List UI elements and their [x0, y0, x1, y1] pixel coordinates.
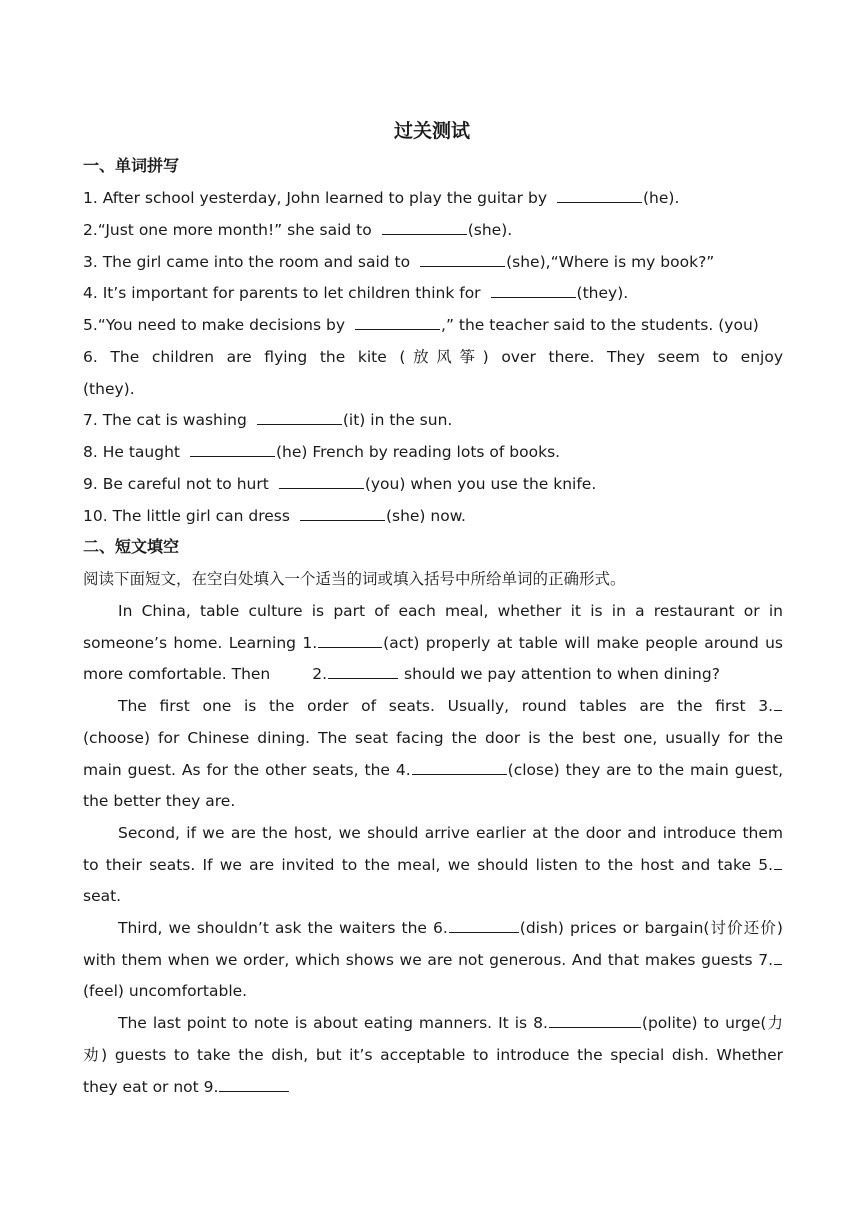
question-10: 10. The little girl can dress (she) now. [83, 504, 783, 528]
passage-p3-line3: seat. [83, 887, 122, 905]
passage-blank-8[interactable] [549, 1011, 641, 1028]
question-7: 7. The cat is washing (it) in the sun. [83, 408, 783, 432]
passage-p2-line4: the better they are. [83, 792, 236, 810]
passage-blank-4[interactable] [412, 758, 507, 775]
answer-blank-8[interactable] [190, 440, 275, 457]
passage-p1-line3: more comfortable. Then 2. should we pay attention to when dining? [83, 662, 783, 686]
passage-p2-line1: The first one is the order of seats. Usually, round tables are the first 3. [83, 694, 783, 718]
answer-blank-4[interactable] [491, 281, 576, 298]
question-4: 4. It’s important for parents to let children think for (they). [83, 281, 783, 305]
question-3: 3. The girl came into the room and said to (she),“Where is my book?” [83, 250, 783, 274]
answer-blank-1[interactable] [557, 186, 642, 203]
passage-blank-5[interactable] [774, 853, 782, 870]
answer-blank-3[interactable] [420, 250, 505, 267]
passage-blank-3[interactable] [774, 694, 782, 711]
question-9: 9. Be careful not to hurt (you) when you use the knife. [83, 472, 783, 496]
passage-p2-line3: main guest. As for the other seats, the 4. (close) they are to the main guest, [83, 758, 783, 782]
passage-p5-line2: 劝) guests to take the dish, but it’s acceptable to introduce the special dish. Whether [83, 1046, 783, 1064]
passage-p5-line3: they eat or not 9. [83, 1075, 783, 1099]
answer-blank-5[interactable] [355, 313, 440, 330]
question-6-line1: 6. The children are flying the kite (放风筝) over there. They seem to enjoy [83, 348, 783, 366]
passage-p1-line2: someone’s home. Learning 1. (act) properly at table will make people around us [83, 631, 783, 655]
passage-p3-line1: Second, if we are the host, we should arrive earlier at the door and introduce them [118, 824, 783, 842]
passage-blank-1[interactable] [318, 631, 382, 648]
passage-blank-7[interactable] [774, 948, 782, 965]
passage-p4-line3: (feel) uncomfortable. [83, 982, 248, 1000]
question-5: 5.“You need to make decisions by ,” the teacher said to the students. (you) [83, 313, 783, 337]
page-title: 过关测试 [393, 120, 470, 142]
passage-p5-line1: The last point to note is about eating manners. It is 8. (polite) to urge(力 [83, 1011, 783, 1035]
passage-p4-line2: with them when we order, which shows we are not generous. And that makes guests 7. [83, 948, 783, 972]
answer-blank-10[interactable] [300, 504, 385, 521]
question-8: 8. He taught (he) French by reading lots of books. [83, 440, 783, 464]
answer-blank-9[interactable] [279, 472, 364, 489]
question-1: 1. After school yesterday, John learned to play the guitar by (he). [83, 186, 783, 210]
answer-blank-7[interactable] [257, 408, 342, 425]
section2-instruction: 阅读下面短文，在空白处填入一个适当的词或填入括号中所给单词的正确形式。 [83, 570, 626, 588]
section2-heading: 二、短文填空 [83, 537, 180, 556]
passage-p3-line2: to their seats. If we are invited to the meal, we should listen to the host and take 5. [83, 853, 783, 877]
section1-heading: 一、单词拼写 [83, 156, 180, 175]
answer-blank-2[interactable] [382, 218, 467, 235]
passage-p2-line2: (choose) for Chinese dining. The seat facing the door is the best one, usually for the [83, 729, 783, 747]
passage-blank-6[interactable] [449, 916, 519, 933]
passage-blank-2[interactable] [328, 662, 398, 679]
passage-p4-line1: Third, we shouldn’t ask the waiters the 6. (dish) prices or bargain(讨价还价) [83, 916, 783, 940]
passage-blank-9[interactable] [219, 1075, 289, 1092]
question-2: 2.“Just one more month!” she said to (she). [83, 218, 783, 242]
passage-p1-line1: In China, table culture is part of each meal, whether it is in a restaurant or in [118, 602, 783, 620]
question-6-line2: (they). [83, 380, 135, 398]
